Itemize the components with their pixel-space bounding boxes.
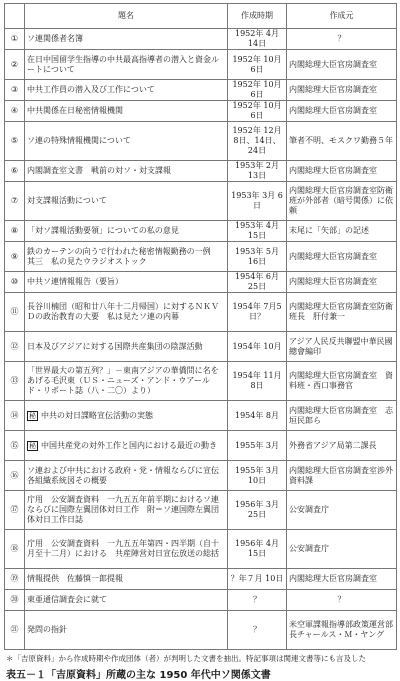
row-date: ？年７月 10日 (228, 569, 287, 590)
row-number: ⑤ (5, 122, 25, 161)
row-date: 1952年 4月14日 (228, 29, 287, 50)
table-row (5, 431, 397, 461)
row-source: 末尾に「矢部」の記述 (287, 221, 397, 242)
row-source: 内閣総理大臣官房調査室 (287, 80, 397, 101)
row-source: 内閣総理大臣官房調査室 (287, 272, 397, 293)
row-title: 庁用 公安調査資料 一九五五年前半期におけるソ連ならびに国際左翼団体対日工作 附＝ソ連国際左翼団体対日工作日誌 (27, 495, 219, 524)
table-row (5, 401, 397, 431)
row-source: 米空軍諜報指導部政策運営部長チャールス・Ｍ・ヤング (287, 611, 397, 650)
document-page (4, 0, 396, 681)
row-title-cell (25, 242, 228, 272)
row-title: 中国共産党の対外工作と国内における最近の動き (41, 440, 217, 450)
row-source: アジア人民反共聯盟中華民國總會編印 (287, 332, 397, 362)
header-date: 作成時期 (228, 4, 287, 29)
footnote: ＊「吉原資料」から作成時期や作成団体（者）が判明した文書を抽出。特記事項は関連文書等にも言及した (6, 654, 366, 663)
row-date: 1956年 3月25日 (228, 491, 287, 530)
row-number: ⑱ (5, 530, 25, 569)
row-source: 内閣総理大臣官房調査室 (287, 101, 397, 122)
row-source: 内閣総理大臣官房調査室 (287, 50, 397, 80)
row-date: 1954年 6月25日 (228, 272, 287, 293)
row-title: 庁用 公安調査資料 一九五五年第四・四半期（自十月至十二月）における 共産陣営対日宣伝放送の総括 (27, 539, 219, 558)
row-source: 公安調査庁 (287, 491, 397, 530)
row-number: ⑬ (5, 362, 25, 401)
row-title-cell (25, 530, 228, 569)
table-row (5, 101, 397, 122)
table-row (5, 161, 397, 182)
table-row (5, 569, 397, 590)
table-row (5, 491, 397, 530)
row-number: ④ (5, 101, 25, 122)
table-caption: 表五－１「吉原資料」所蔵の主な 1950 年代中ソ関係文書 (6, 670, 271, 681)
row-date: 1953年 3月 6日 (228, 182, 287, 221)
row-title: 中共工作員の潜入及び工作について (27, 85, 155, 94)
secret-stamp: 秘 (29, 441, 36, 450)
row-title-cell (25, 362, 228, 401)
row-date: 1952年 10月 6日 (228, 80, 287, 101)
row-source: 内閣総理大臣官房調査室 志垣民郎ら (287, 401, 397, 431)
row-date: 1953年 2月13日 (228, 161, 287, 182)
row-title: 「対ソ諜報活動要領」についての私の意見 (27, 226, 179, 235)
row-source: 内閣総理大臣官房調査室防衛班が外部者（暗号関係）に依頼 (287, 182, 397, 221)
row-date: 1954年 11月 8日 (228, 362, 287, 401)
row-title: 長谷川楠団（昭和廿八年十二月帰国）に対するＮＫＶＤの政治教育の大要 私は見たソ連の内幕 (27, 302, 219, 321)
header-title: 題名 (25, 4, 228, 29)
table-row (5, 182, 397, 221)
row-title-cell (25, 122, 228, 161)
table-row (5, 221, 397, 242)
table-row (5, 461, 397, 491)
row-date: 1955年 3月 (228, 431, 287, 461)
table-row (5, 611, 397, 650)
row-number: ⑨ (5, 242, 25, 272)
row-number: ⑳ (5, 590, 25, 611)
document-table (4, 3, 397, 650)
row-title: 中共関係在日秘密情報機関 (27, 106, 123, 115)
row-title: 在日中国留学生指導の中共最高指導者の潜入と資金ルートについて (27, 54, 219, 74)
row-date: 1952年 10月 6日 (228, 101, 287, 122)
row-number: ⑧ (5, 221, 25, 242)
row-number: ⑰ (5, 491, 25, 530)
row-number: ⑲ (5, 569, 25, 590)
secret-stamp: 秘 (29, 411, 36, 420)
row-date: 1954年 7月5日？ (228, 293, 287, 332)
table-row (5, 29, 397, 50)
row-title-cell (25, 491, 228, 530)
row-title-cell (25, 272, 228, 293)
row-date: 1954年 10月 (228, 332, 287, 362)
row-title: 日本及びアジアに対する国際共産集団の陰謀活動 (27, 341, 203, 351)
header-number (5, 4, 25, 29)
table-row (5, 122, 397, 161)
row-title-cell (25, 590, 228, 611)
row-title: 情報提供 佐藤慎一郎提報 (27, 574, 123, 583)
row-title: 発問の指針 (27, 625, 67, 634)
row-date: 1956年 4月15日 (228, 530, 287, 569)
table-row (5, 80, 397, 101)
row-number: ① (5, 29, 25, 50)
table-row (5, 590, 397, 611)
row-title: 中共の対日諜略宣伝活動の実態 (41, 410, 153, 420)
row-number: ⑪ (5, 293, 25, 332)
row-date: 1952年 12月8日、14日、24日 (228, 122, 287, 161)
row-number: ⑯ (5, 461, 25, 491)
row-number: ㉑ (5, 611, 25, 650)
row-date: 1953年 5月16日 (228, 242, 287, 272)
row-title-cell (25, 332, 228, 362)
row-date: 1953年 4月15日 (228, 221, 287, 242)
row-title-cell (25, 29, 228, 50)
table-row (5, 530, 397, 569)
row-source: 内閣総理大臣官房調査室 (287, 242, 397, 272)
row-title: 東亜通信調査会に就て (27, 595, 107, 604)
row-number: ⑭ (5, 401, 25, 431)
row-number: ⑩ (5, 272, 25, 293)
row-number: ⑥ (5, 161, 25, 182)
row-date: ？ (228, 611, 287, 650)
row-number: ⑮ (5, 431, 25, 461)
row-source: 筆者不明、モスクワ勤務５年 (287, 122, 397, 161)
row-title-cell (25, 50, 228, 80)
table-row (5, 362, 397, 401)
row-date: ？ (228, 590, 287, 611)
row-title-cell (25, 401, 228, 431)
row-source: 内閣総理大臣官房調査室 (287, 161, 397, 182)
row-title-cell (25, 161, 228, 182)
row-title-cell (25, 569, 228, 590)
row-number: ② (5, 50, 25, 80)
table-row (5, 332, 397, 362)
row-title: 鉄のカーテンの向うで行われた秘密情報勤務の一例 其三 私の見たウラジオストック (27, 246, 219, 266)
row-date: 1954年 8月 (228, 401, 287, 431)
row-date: 1955年 3月10日 (228, 461, 287, 491)
table-row (5, 293, 397, 332)
table-row (5, 242, 397, 272)
row-title: ソ連および中共における政府・党・情報ならびに宣伝各組織系統図その概要 (27, 465, 219, 485)
table-row (5, 272, 397, 293)
row-title-cell (25, 431, 228, 461)
row-title: 中共ソ連情報報告（要旨） (27, 277, 123, 286)
row-title: ソ連関係者名簿 (27, 34, 83, 43)
row-title-cell (25, 293, 228, 332)
row-title-cell (25, 611, 228, 650)
row-source: 内閣総理大臣官房調査室渉外資料課 (287, 461, 397, 491)
row-source: 内閣総理大臣官房調査室 資料班・西口事務官 (287, 362, 397, 401)
row-title-cell (25, 182, 228, 221)
row-number: ⑦ (5, 182, 25, 221)
row-title-cell (25, 221, 228, 242)
row-title: ソ連の特殊情報機関について (27, 136, 131, 145)
row-source: 外務省アジア局第二課長 (287, 431, 397, 461)
table-row (5, 50, 397, 80)
row-date: 1952年 10月 6日 (228, 50, 287, 80)
row-title: 対支諜報活動について (27, 196, 107, 205)
row-title-cell (25, 80, 228, 101)
row-number: ③ (5, 80, 25, 101)
row-source: 内閣総理大臣官房調査室 (287, 569, 397, 590)
table-header-row (5, 4, 397, 29)
row-title-cell (25, 461, 228, 491)
row-title-cell (25, 101, 228, 122)
row-source: ？ (287, 29, 397, 50)
row-title: 内閣調査室文書 戦前の対ソ・対支諜報 (27, 166, 171, 175)
row-source: 公安調査庁 (287, 530, 397, 569)
header-source: 作成元 (287, 4, 397, 29)
row-title: 「世界最大の第五列？」－東南アジアの華僑問に名をあげる毛沢東（ＵＳ・ニューズ・アンド・ウアールド・リポート誌（八・二〇）より） (27, 366, 219, 395)
row-source: 内閣総理大臣官房調査室防衛班長 肝付兼一 (287, 293, 397, 332)
row-source: ？ (287, 590, 397, 611)
row-number: ⑫ (5, 332, 25, 362)
